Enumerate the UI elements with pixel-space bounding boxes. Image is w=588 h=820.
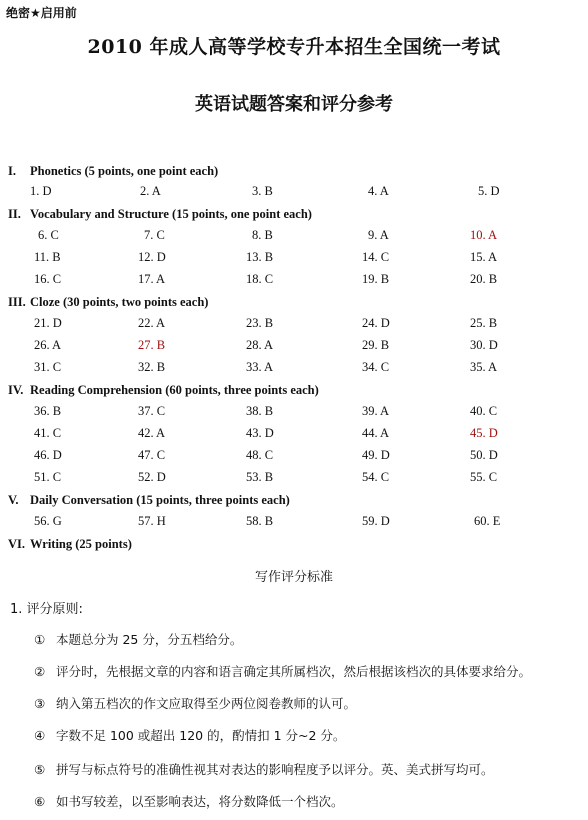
answer-item: 3. B [252, 184, 273, 198]
answer-row [0, 426, 588, 444]
answer-item: 38. B [246, 404, 274, 418]
answer-item: 5. D [478, 184, 500, 198]
answer-item: 44. A [362, 426, 390, 440]
answer-row [0, 250, 588, 268]
answer-item: 45. D [470, 426, 498, 440]
answer-item: 34. C [362, 360, 390, 374]
answer-item: 47. C [138, 448, 166, 462]
answer-item: 15. A [470, 250, 498, 264]
answer-item: 27. B [138, 338, 166, 352]
answer-row [0, 448, 588, 466]
scoring-rule: ③ 纳入第五档次的作文应取得至少两位阅卷教师的认可。 [34, 696, 357, 711]
answer-item: 55. C [470, 470, 498, 484]
answer-item: 13. B [246, 250, 274, 264]
section-heading-writing: VI. Writing (25 points) [8, 537, 132, 551]
scoring-heading: 写作评分标准 [254, 570, 333, 585]
answer-item: 28. A [246, 338, 274, 352]
answer-item: 49. D [362, 448, 390, 462]
answer-item: 50. D [470, 448, 498, 462]
answer-item: 19. B [362, 272, 390, 286]
section-heading-phonetics: I. Phonetics (5 points, one point each) [8, 164, 219, 178]
answer-item: 12. D [138, 250, 166, 264]
answer-item: 14. C [362, 250, 390, 264]
section-heading-reading: IV. Reading Comprehension (60 points, three points each) [8, 383, 319, 397]
answer-row [0, 316, 588, 334]
answer-row [0, 228, 588, 246]
answer-row [0, 360, 588, 378]
answer-item: 52. D [138, 470, 166, 484]
answer-item: 56. G [34, 514, 62, 528]
answer-item: 7. C [144, 228, 165, 242]
answer-item: 22. A [138, 316, 166, 330]
exam-title: 2010 年成人高等学校专升本招生全国统一考试 [87, 36, 501, 58]
answer-row [0, 404, 588, 422]
answer-item: 33. A [246, 360, 274, 374]
answer-item: 37. C [138, 404, 166, 418]
scoring-rule: ⑤ 拼写与标点符号的准确性视其对表达的影响程度予以评分。英、美式拼写均可。 [34, 762, 494, 777]
answer-item: 11. B [34, 250, 61, 264]
answer-key-subtitle: 英语试题答案和评分参考 [195, 94, 393, 115]
scoring-rule: ② 评分时，先根据文章的内容和语言确定其所属档次，然后根据该档次的具体要求给分。 [34, 664, 532, 679]
answer-item: 4. A [368, 184, 389, 198]
answer-item: 57. H [138, 514, 166, 528]
answer-item: 18. C [246, 272, 274, 286]
answer-item: 58. B [246, 514, 274, 528]
answer-item: 42. A [138, 426, 166, 440]
confidential-label: 绝密★启用前 [6, 6, 77, 20]
answer-item: 26. A [34, 338, 62, 352]
answer-row [0, 514, 588, 532]
scoring-rule: ⑥ 如书写较差，以至影响表达，将分数降低一个档次。 [34, 794, 344, 809]
answer-item: 21. D [34, 316, 62, 330]
answer-item: 32. B [138, 360, 166, 374]
answer-item: 43. D [246, 426, 274, 440]
answer-item: 24. D [362, 316, 390, 330]
answer-item: 41. C [34, 426, 62, 440]
section-heading-vocabulary: II. Vocabulary and Structure (15 points, one point each) [8, 207, 312, 221]
answer-item: 8. B [252, 228, 273, 242]
answer-item: 40. C [470, 404, 498, 418]
answer-item: 2. A [140, 184, 161, 198]
scoring-rule: ④ 字数不足 100 或超出 120 的，酌情扣 1 分~2 分。 [34, 728, 346, 743]
answer-item: 51. C [34, 470, 62, 484]
answer-item: 10. A [470, 228, 498, 242]
answer-item: 1. D [30, 184, 52, 198]
answer-item: 46. D [34, 448, 62, 462]
answer-item: 35. A [470, 360, 498, 374]
answer-item: 54. C [362, 470, 390, 484]
answer-item: 60. E [474, 514, 501, 528]
answer-item: 29. B [362, 338, 390, 352]
answer-item: 9. A [368, 228, 389, 242]
answer-item: 23. B [246, 316, 274, 330]
answer-item: 16. C [34, 272, 62, 286]
answer-row [0, 338, 588, 356]
answer-row [0, 272, 588, 290]
scoring-rule: ① 本题总分为 25 分，分五档给分。 [34, 632, 243, 647]
scoring-principles-label: 1. 评分原则: [10, 602, 83, 617]
answer-row [0, 470, 588, 488]
answer-item: 59. D [362, 514, 390, 528]
answer-row [0, 184, 588, 202]
answer-item: 17. A [138, 272, 166, 286]
answer-item: 36. B [34, 404, 62, 418]
answer-item: 6. C [38, 228, 59, 242]
section-heading-conversation: V. Daily Conversation (15 points, three points each) [8, 493, 290, 507]
answer-item: 20. B [470, 272, 498, 286]
answer-item: 31. C [34, 360, 62, 374]
answer-item: 39. A [362, 404, 390, 418]
answer-item: 25. B [470, 316, 498, 330]
answer-item: 48. C [246, 448, 274, 462]
answer-item: 53. B [246, 470, 274, 484]
answer-item: 30. D [470, 338, 498, 352]
section-heading-cloze: III. Cloze (30 points, two points each) [8, 295, 209, 309]
